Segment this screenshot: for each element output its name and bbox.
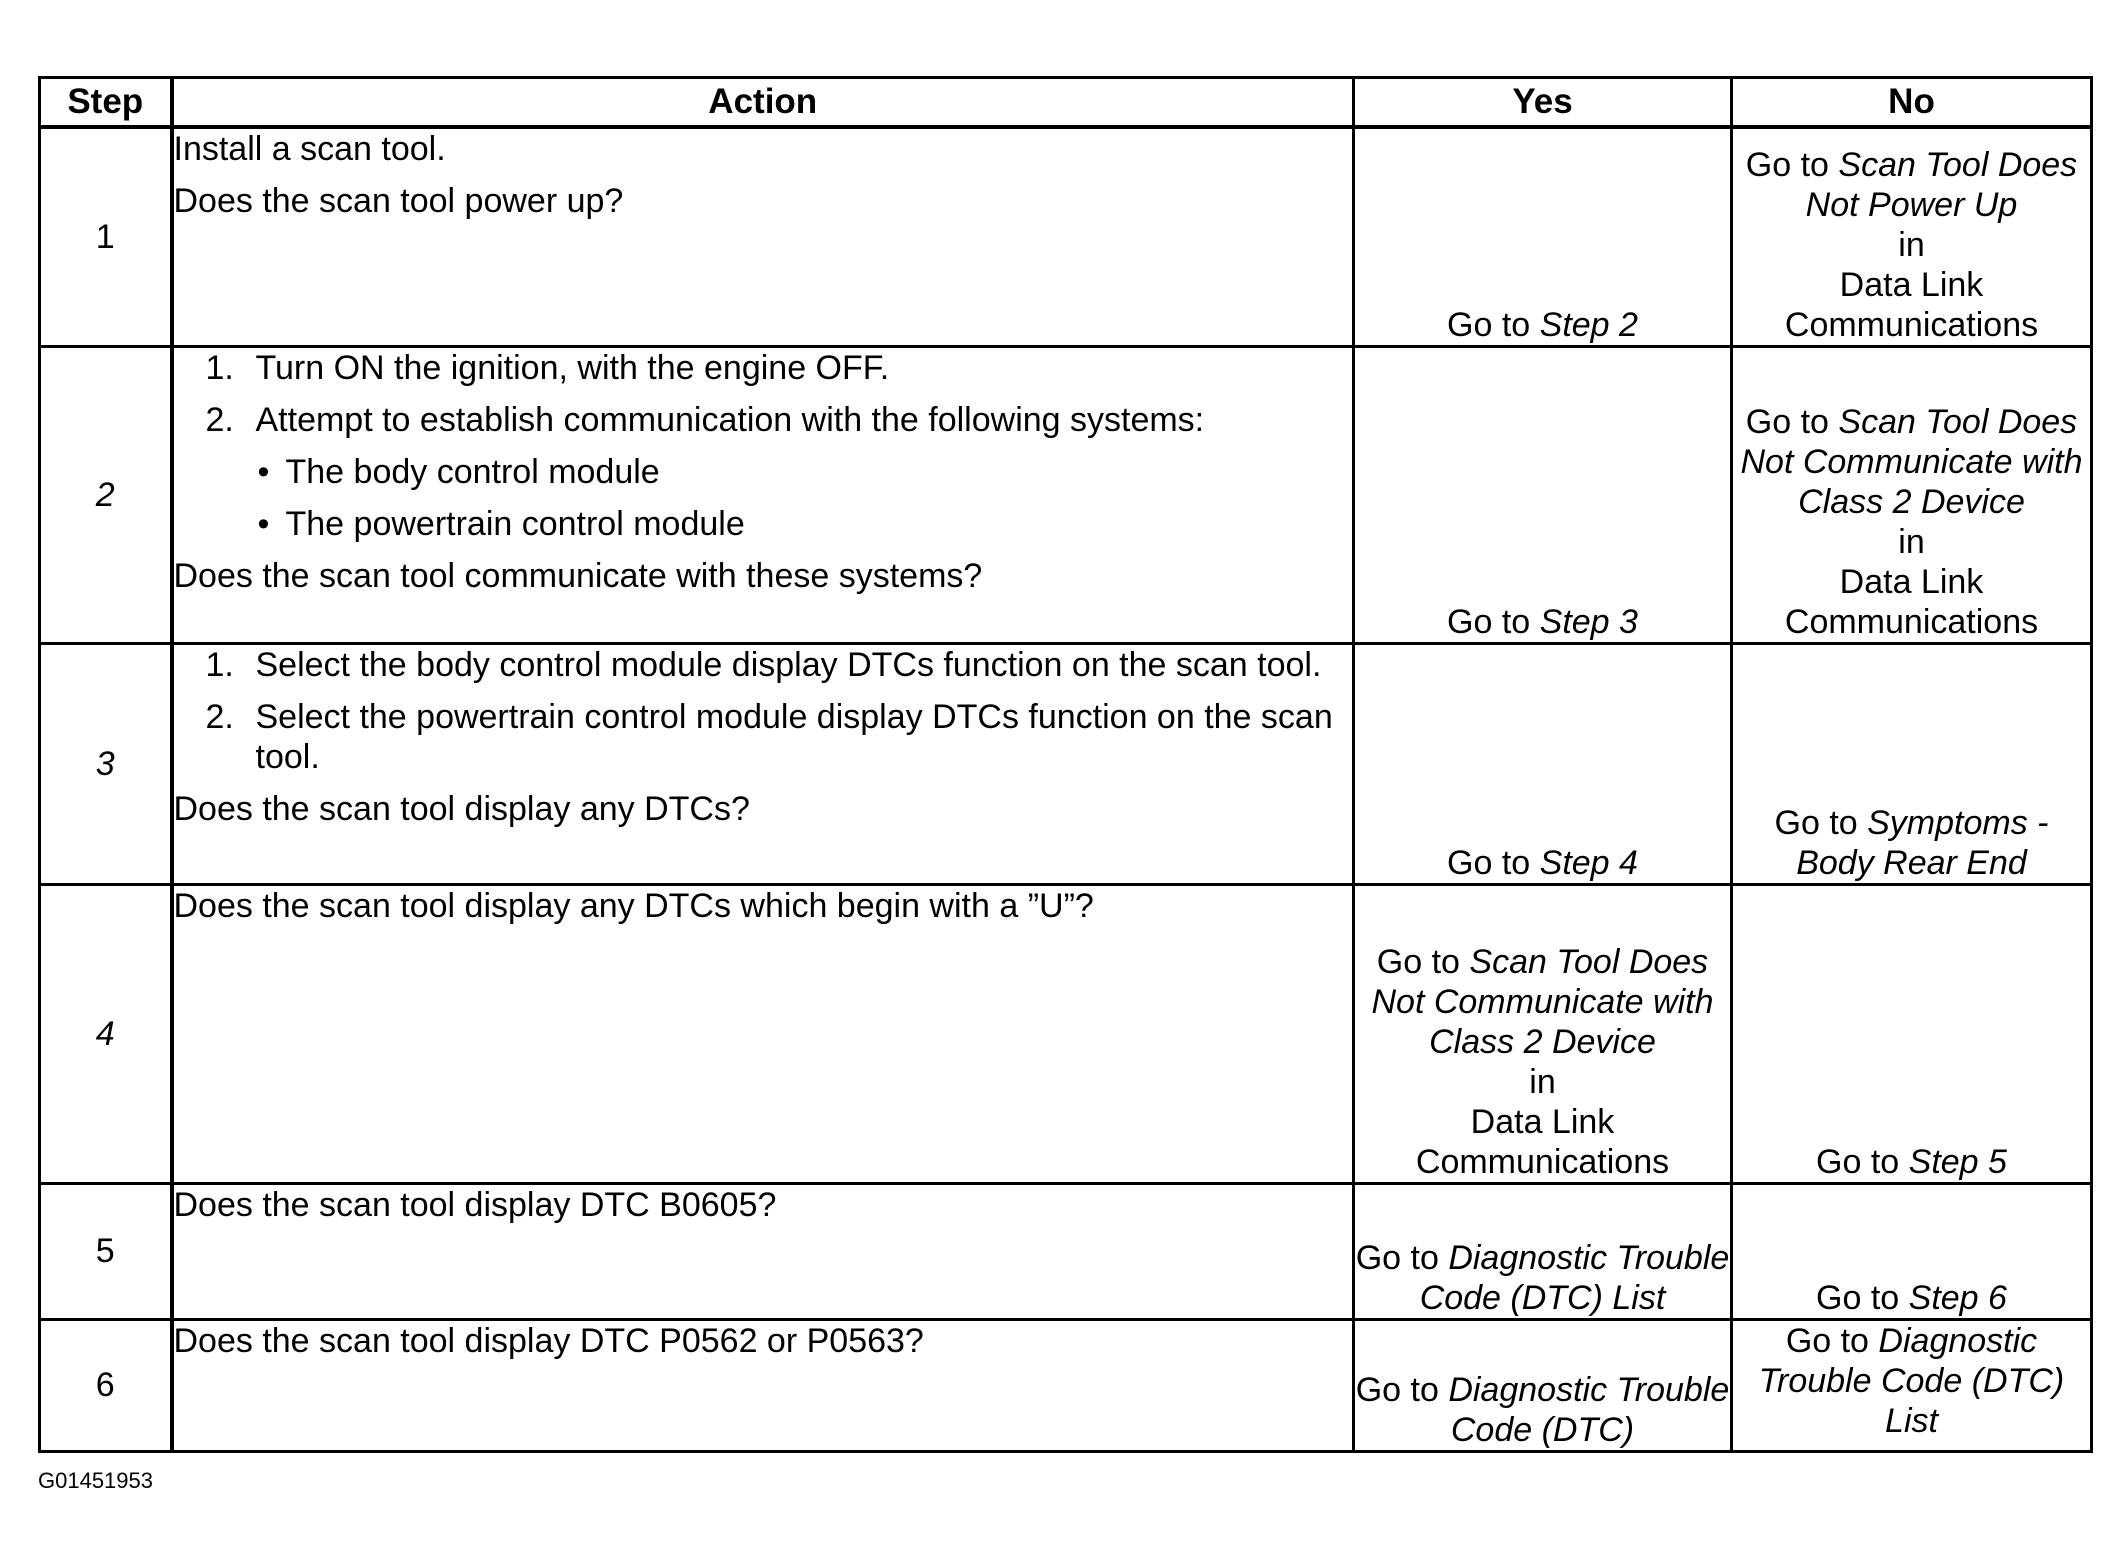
action-question: Does the scan tool display any DTCs which begin with a ”U”? [173, 886, 1094, 925]
header-row [40, 78, 2092, 128]
no-link[interactable]: Step 6 [1908, 1278, 2007, 1317]
step-number: 4 [40, 884, 172, 1183]
no-prefix: Go to [1785, 1321, 1879, 1360]
action-question: Does the scan tool communicate with these systems? [173, 556, 983, 595]
action-cell [172, 643, 1354, 884]
no-prefix: Go to [1745, 145, 1839, 184]
table-row [40, 884, 2092, 1183]
yes-prefix: Go to [1376, 942, 1470, 981]
yes-suffix: in Data Link Communications [1415, 1062, 1670, 1181]
action-question: Does the scan tool power up? [173, 182, 624, 220]
yes-prefix: Go to [1447, 602, 1540, 641]
table-row [40, 127, 2092, 346]
yes-prefix: Go to [1355, 1370, 1449, 1409]
no-cell [1732, 127, 2092, 346]
action-line: Install a scan tool. [173, 130, 446, 168]
system-list-item: • The powertrain control module [256, 504, 1353, 544]
procedure-step [206, 697, 1353, 777]
action-question: Does the scan tool display any DTCs? [173, 789, 750, 828]
action-question: Does the scan tool display DTC P0562 or P0563? [173, 1321, 924, 1360]
procedure-step-number: 1. [205, 348, 234, 387]
procedure-step-text: Select the body control module display DTCs function on the scan tool. [255, 645, 1322, 684]
table-row [40, 346, 2092, 643]
yes-cell [1354, 884, 1732, 1183]
action-cell [172, 884, 1354, 1183]
step-number: 2 [40, 346, 172, 643]
diagnostic-table [38, 76, 2093, 1453]
no-link[interactable]: Symptoms - Body Rear End [1796, 803, 2049, 882]
table-row [40, 643, 2092, 884]
procedure-step-number: 2. [205, 697, 234, 736]
yes-link[interactable]: Step 2 [1539, 305, 1638, 344]
yes-link[interactable]: Diagnostic Trouble Code (DTC) List [1419, 1238, 1730, 1317]
figure-id: G01451953 [38, 1468, 153, 1493]
yes-cell [1354, 127, 1732, 346]
no-suffix: in Data Link Communications [1784, 225, 2039, 344]
no-prefix: Go to [1816, 1142, 1909, 1181]
no-link[interactable]: Scan Tool Does Not Communicate with Class 2 Device [1740, 402, 2083, 521]
no-suffix: in Data Link Communications [1784, 522, 2039, 641]
yes-link[interactable]: Step 3 [1539, 602, 1638, 641]
step-number: 5 [40, 1183, 172, 1319]
yes-prefix: Go to [1447, 305, 1540, 344]
yes-link[interactable]: Step 4 [1539, 843, 1638, 882]
header-no: No [1732, 78, 2092, 128]
procedure-steps [174, 348, 1353, 544]
no-cell [1732, 884, 2092, 1183]
no-prefix: Go to [1745, 402, 1839, 441]
no-cell [1732, 1183, 2092, 1319]
system-list [256, 452, 1353, 544]
no-prefix: Go to [1816, 1278, 1909, 1317]
no-cell [1732, 643, 2092, 884]
step-number: 1 [40, 127, 172, 346]
system-list-item: • The body control module [256, 452, 1353, 492]
procedure-steps [174, 645, 1353, 777]
no-cell [1732, 346, 2092, 643]
procedure-step [206, 400, 1353, 544]
action-question: Does the scan tool display DTC B0605? [173, 1185, 777, 1224]
procedure-step-number: 1. [205, 645, 234, 684]
procedure-step-text: Select the powertrain control module display DTCs function on the scan tool. [255, 697, 1333, 776]
procedure-step [206, 645, 1353, 685]
action-cell [172, 1319, 1354, 1451]
step-number: 6 [40, 1319, 172, 1451]
yes-link[interactable]: Diagnostic Trouble Code (DTC) [1448, 1370, 1730, 1449]
procedure-step-text: Attempt to establish communication with the following systems: [255, 400, 1205, 439]
yes-link[interactable]: Scan Tool Does Not Communicate with Class 2 Device [1371, 942, 1714, 1061]
procedure-step [206, 348, 1353, 388]
yes-cell [1354, 1183, 1732, 1319]
no-link[interactable]: Scan Tool Does Not Power Up [1805, 145, 2078, 224]
yes-cell [1354, 643, 1732, 884]
header-action: Action [172, 78, 1354, 128]
header-yes: Yes [1354, 78, 1732, 128]
yes-cell [1354, 346, 1732, 643]
action-cell [172, 127, 1354, 346]
procedure-step-text: Turn ON the ignition, with the engine OFF. [255, 348, 890, 387]
no-prefix: Go to [1774, 803, 1868, 842]
yes-prefix: Go to [1447, 843, 1540, 882]
action-cell [172, 1183, 1354, 1319]
step-number: 3 [40, 643, 172, 884]
no-link[interactable]: Diagnostic Trouble Code (DTC) List [1758, 1321, 2065, 1440]
header-step: Step [40, 78, 172, 128]
action-cell [172, 346, 1354, 643]
no-link[interactable]: Step 5 [1908, 1142, 2007, 1181]
yes-cell [1354, 1319, 1732, 1451]
yes-prefix: Go to [1355, 1238, 1449, 1277]
table-row [40, 1319, 2092, 1451]
procedure-step-number: 2. [205, 400, 234, 439]
table-row [40, 1183, 2092, 1319]
no-cell [1732, 1319, 2092, 1451]
